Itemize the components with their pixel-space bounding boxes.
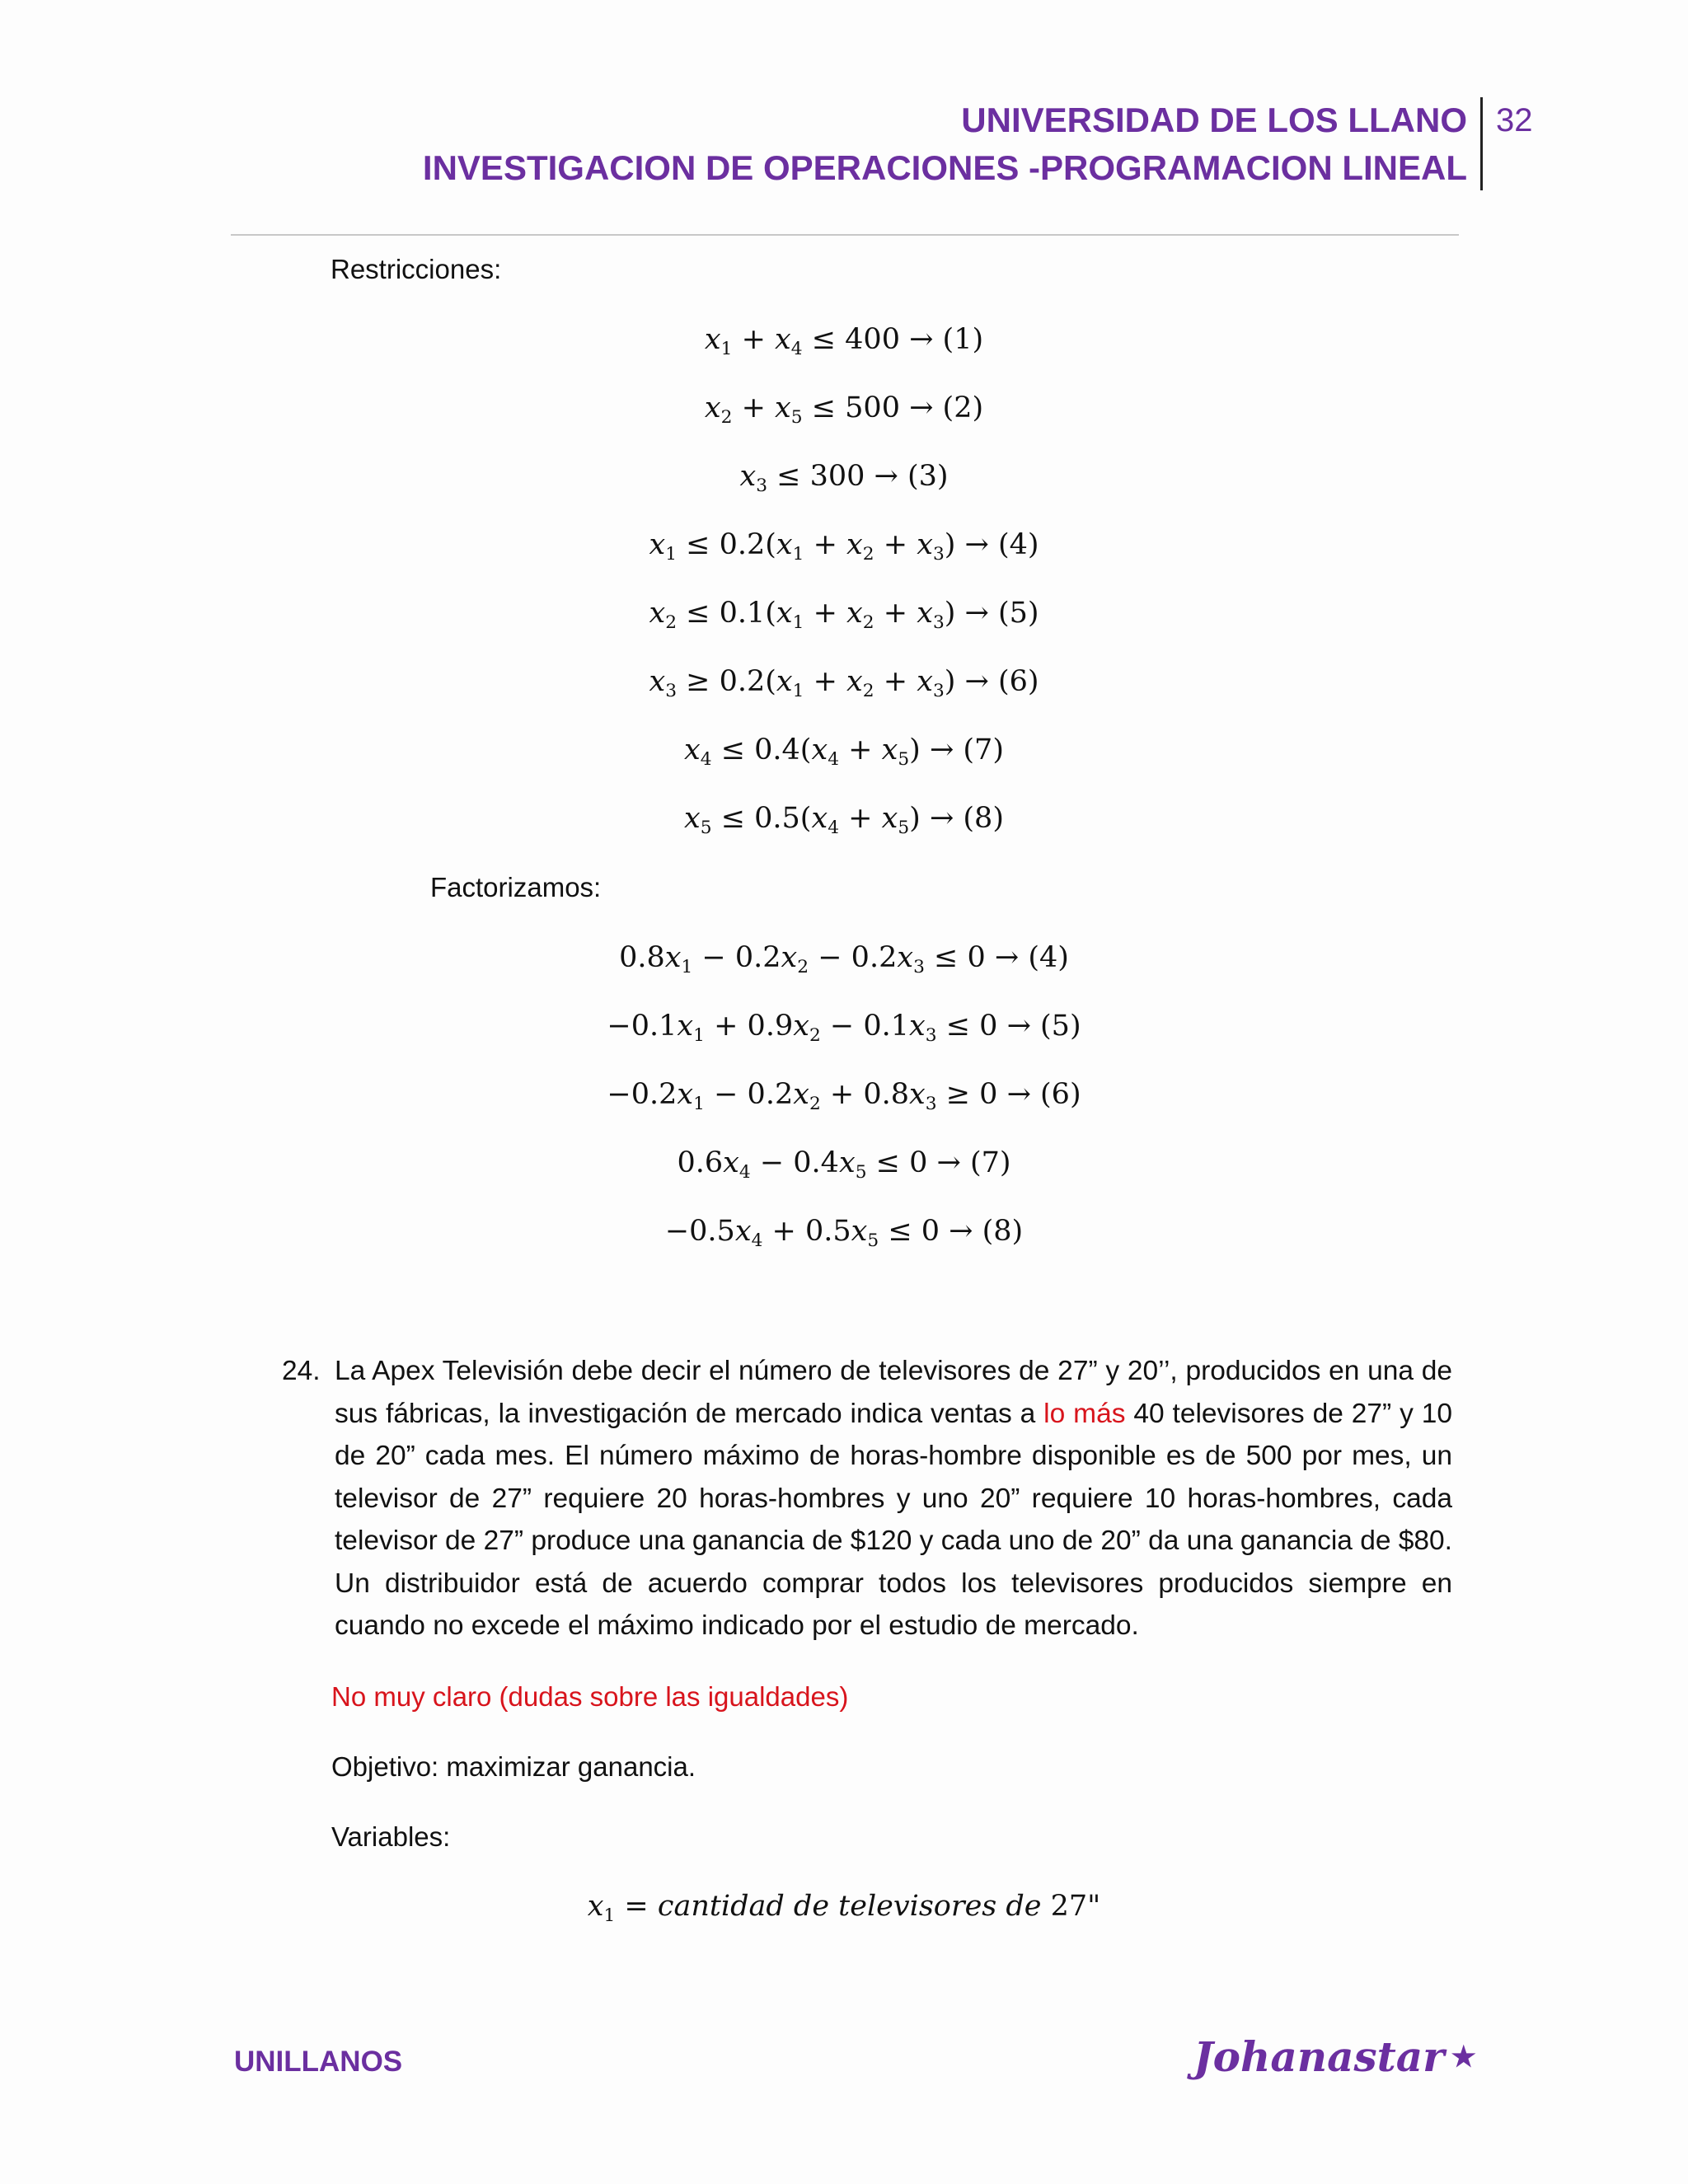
header-course-title: INVESTIGACION DE OPERACIONES -PROGRAMACION LINEAL: [422, 148, 1467, 187]
constraint-6: $x_3 \ge 0.2(x_1 + x_2 + x_3) \to (6)$: [649, 665, 1039, 701]
star-icon: ★: [1451, 2041, 1476, 2074]
header-divider: [1480, 97, 1483, 190]
factored-constraint-4: $0.8x_1 - 0.2x_2 - 0.2x_3 \le 0 \to (4)$: [619, 941, 1069, 977]
factored-constraint-7: $0.6x_4 - 0.4x_5 \le 0 \to (7)$: [677, 1146, 1011, 1183]
problem-note: No muy claro (dudas sobre las igualdades): [331, 1681, 849, 1712]
factorizamos-label: Factorizamos:: [430, 872, 602, 902]
footer-author: Johanastar: [1193, 2032, 1445, 2081]
constraint-4: $x_1 \le 0.2(x_1 + x_2 + x_3) \to (4)$: [649, 528, 1039, 565]
constraint-3: $x_3 \le 300 \to (3)$: [739, 460, 949, 496]
header-university: UNIVERSIDAD DE LOS LLANO: [961, 101, 1467, 139]
objective-line: Objetivo: maximizar ganancia.: [331, 1751, 696, 1782]
constraint-7: $x_4 \le 0.4(x_4 + x_5) \to (7)$: [684, 733, 1004, 770]
constraint-1: $x_1 + x_4 \le 400 \to (1)$: [704, 323, 984, 359]
constraint-8: $x_5 \le 0.5(x_4 + x_5) \to (8)$: [684, 802, 1004, 838]
page-number: 32: [1496, 102, 1533, 138]
header-rule: [231, 234, 1459, 236]
variable-x1-definition: $x_1$ = cantidad de televisores de 27": [587, 1890, 1101, 1926]
restricciones-label: Restricciones:: [331, 254, 502, 284]
constraint-5: $x_2 \le 0.1(x_1 + x_2 + x_3) \to (5)$: [649, 597, 1039, 633]
footer-institution: UNILLANOS: [234, 2046, 403, 2078]
factored-constraint-5: $-0.1x_1 + 0.9x_2 - 0.1x_3 \le 0 \to (5)$: [607, 1010, 1081, 1046]
constraint-2: $x_2 + x_5 \le 500 \to (2)$: [704, 391, 984, 428]
footer-author-signature: [1193, 2032, 1476, 2081]
factored-constraint-6: $-0.2x_1 - 0.2x_2 + 0.8x_3 \ge 0 \to (6)$: [607, 1078, 1081, 1114]
problem-number: 24.: [282, 1356, 321, 1386]
problem-text-part2: 40 televisores de 27” y 10 de 20” cada mes. El número máximo de horas-hombre disponible es de 500 por mes, un televisor de 27” requiere 20 horas-hombres y uno 20” requiere 10 horas-hombres, cada televisor de 27” produce una ganancia de $120 y cada uno de 20” da una ganancia de $80. Un distribuidor está de acuerdo comprar todos los televisores producidos siempre en cuando no excede el máximo indicado por el estudio de mercado.: [335, 1398, 1453, 1641]
problem-24: [284, 1350, 1452, 1647]
problem-highlight: lo más: [1043, 1398, 1126, 1429]
factored-constraint-8: $-0.5x_4 + 0.5x_5 \le 0 \to (8)$: [664, 1215, 1024, 1251]
problem-statement: [335, 1350, 1452, 1647]
problem-text-part1: La Apex Televisión debe decir el número de televisores de 27” y 20’’, producidos en una de sus fábricas, la investigación de mercado indica ventas a: [335, 1356, 1452, 1429]
variables-label: Variables:: [331, 1821, 451, 1852]
